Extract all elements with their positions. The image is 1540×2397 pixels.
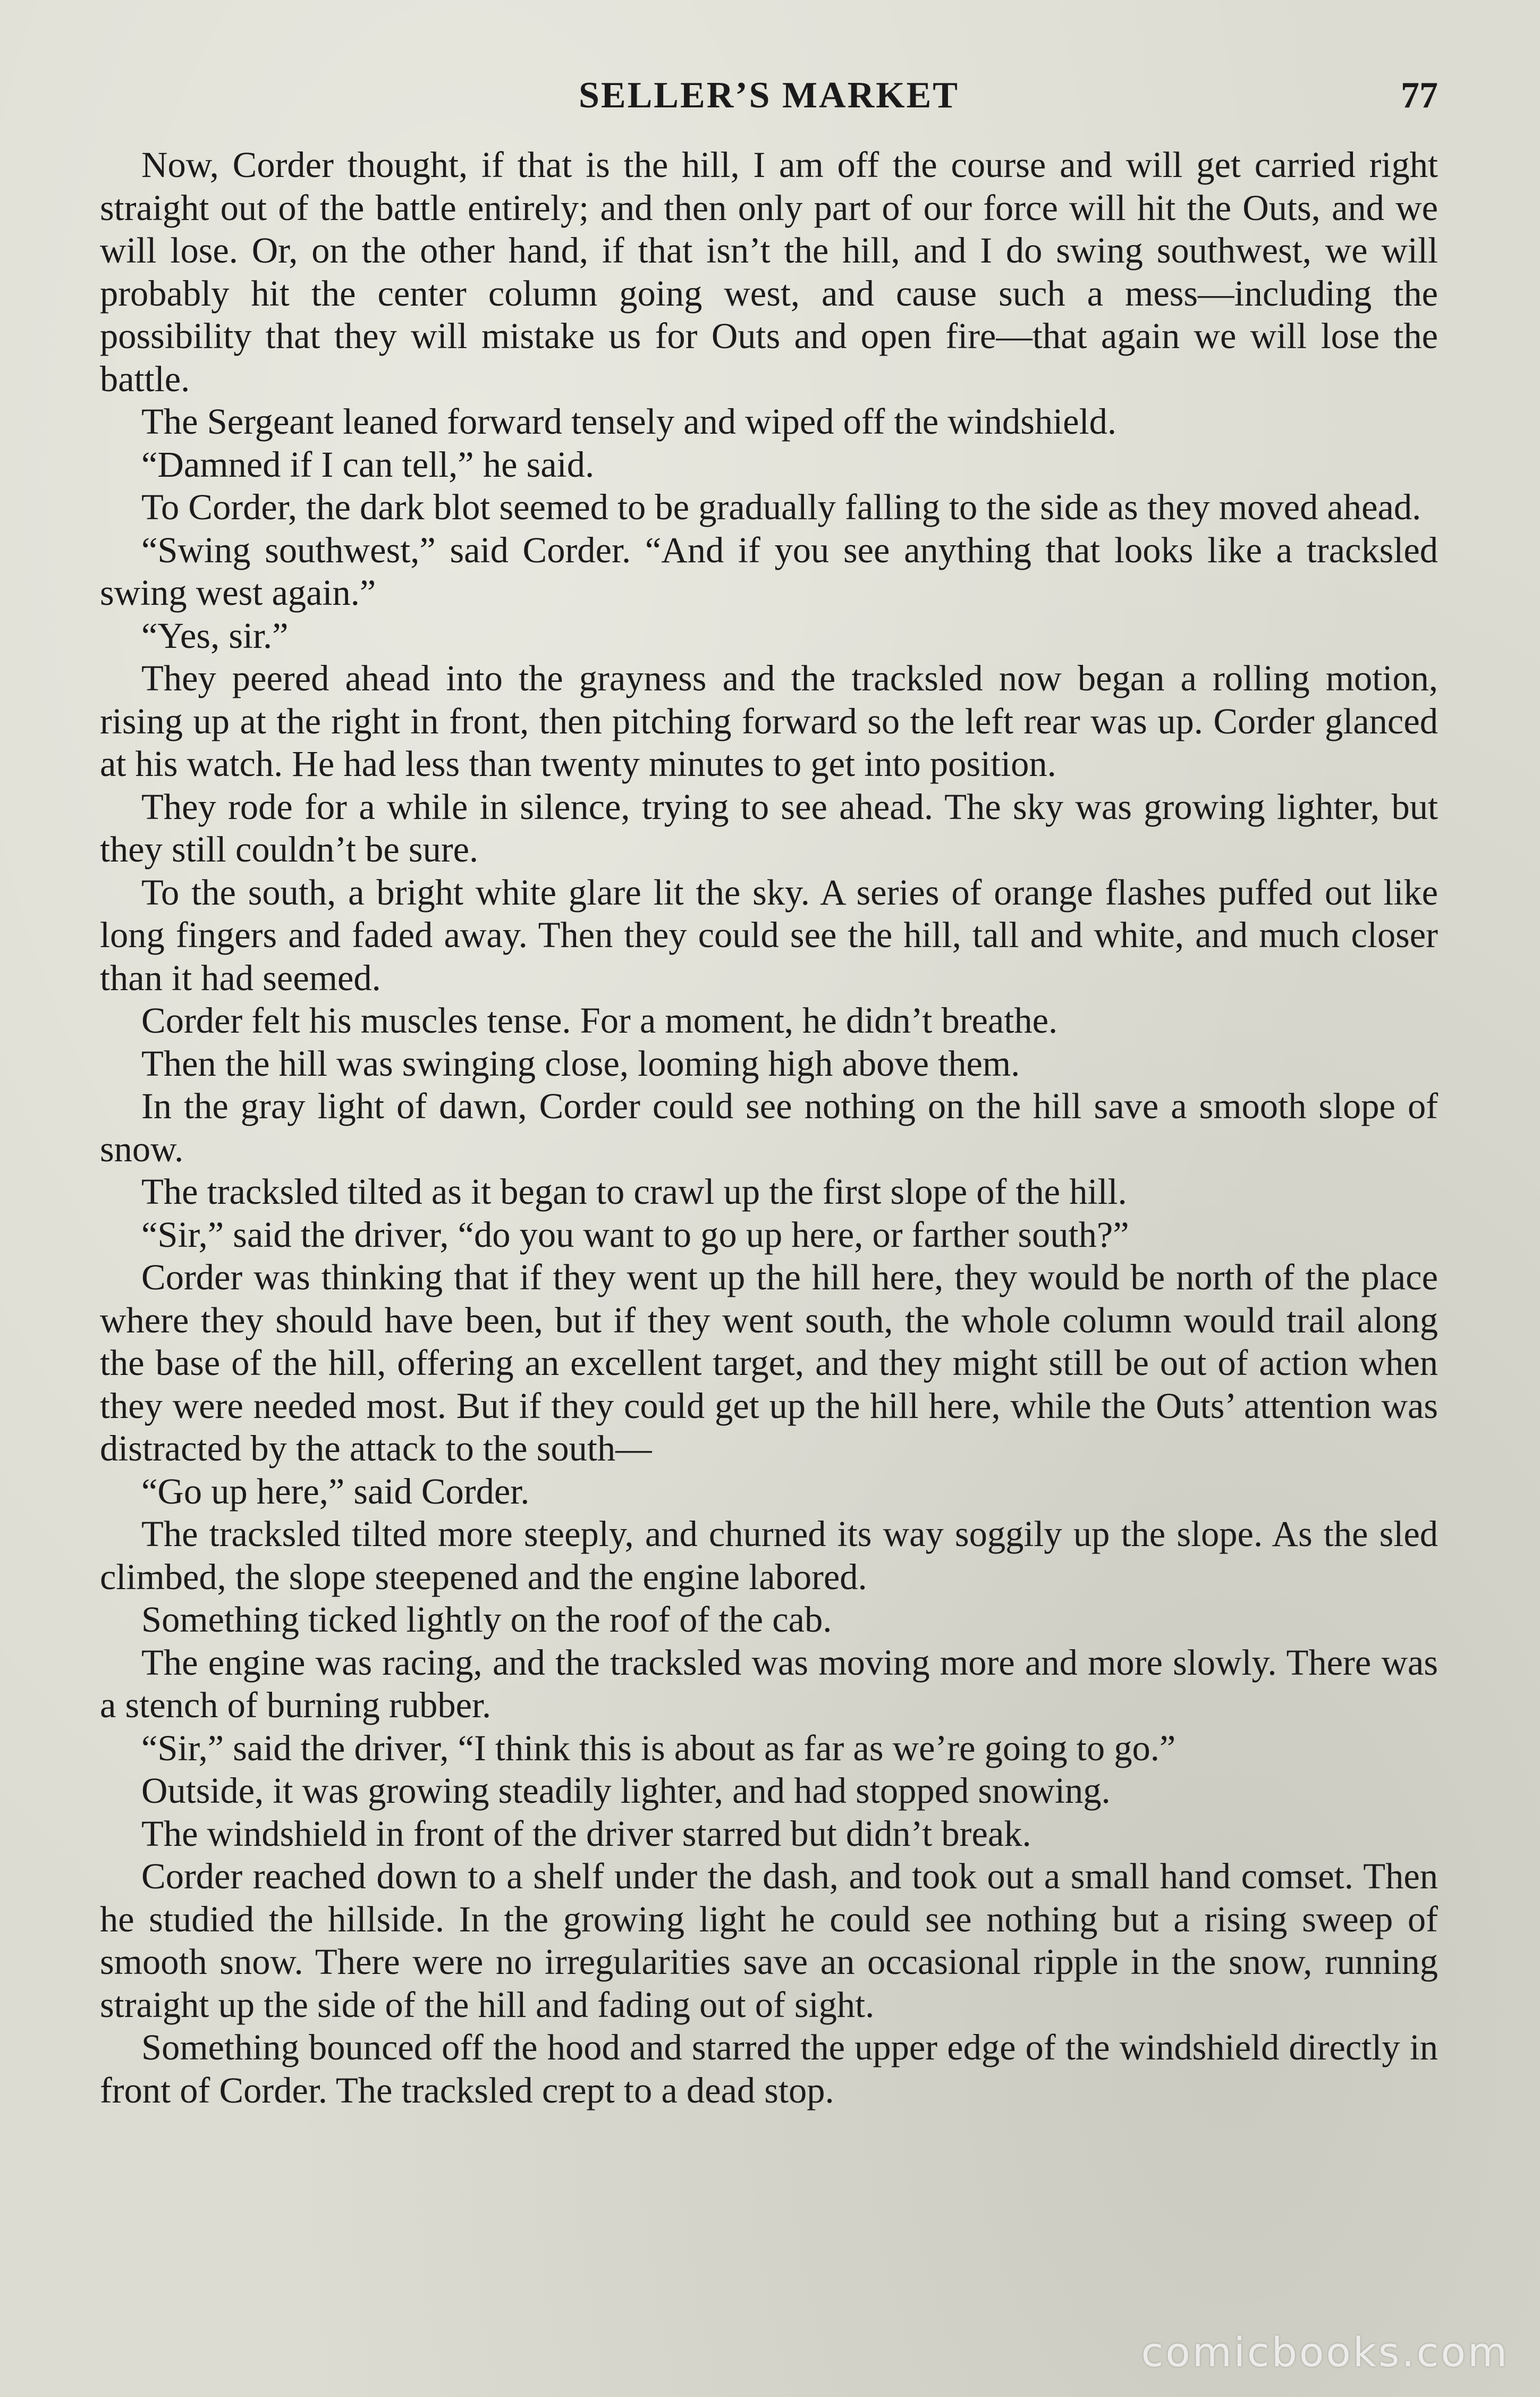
paragraph: “Damned if I can tell,” he said. <box>141 444 595 485</box>
paragraph: The engine was racing, and the tracksled was moving more and more slowly. There was a stench of burning rubber. <box>100 1642 1438 1725</box>
paragraph: “Swing southwest,” said Corder. “And if you see anything that looks like a tracksled swing west again.” <box>100 529 1438 613</box>
paragraph: In the gray light of dawn, Corder could see nothing on the hill save a smooth slope of snow. <box>100 1086 1438 1169</box>
paragraph: Outside, it was growing steadily lighter, and had stopped snowing. <box>141 1770 1111 1811</box>
paragraph: The windshield in front of the driver starred but didn’t break. <box>141 1813 1031 1854</box>
paragraph: “Sir,” said the driver, “do you want to go up here, or farther south?” <box>141 1214 1129 1255</box>
paragraph: Then the hill was swinging close, looming high above them. <box>141 1043 1020 1084</box>
paragraph: Corder felt his muscles tense. For a moment, he didn’t breathe. <box>141 1000 1058 1041</box>
watermark: comicbooks.com <box>1141 2328 1509 2376</box>
paragraph: Something bounced off the hood and starred the upper edge of the windshield directly in front of Corder. The tracksled crept to a dead stop. <box>100 2027 1438 2111</box>
paragraph: Something ticked lightly on the roof of the cab. <box>141 1599 832 1640</box>
paragraph: They rode for a while in silence, trying to see ahead. The sky was growing lighter, but they still couldn’t be sure. <box>100 786 1438 870</box>
paragraph: The Sergeant leaned forward tensely and wiped off the windshield. <box>141 401 1116 442</box>
paragraph: The tracksled tilted more steeply, and churned its way soggily up the slope. As the sled climbed, the slope steepened and the engine labored. <box>100 1514 1438 1597</box>
paragraph: To the south, a bright white glare lit the sky. A series of orange flashes puffed out like long fingers and faded away. Then they could see the hill, tall and white, and much closer than it had seemed. <box>100 872 1438 998</box>
paragraph: The tracksled tilted as it began to crawl up the first slope of the hill. <box>141 1171 1127 1212</box>
body-text <box>100 144 1438 2112</box>
page-number: 77 <box>1401 75 1438 116</box>
paragraph: “Sir,” said the driver, “I think this is about as far as we’re going to go.” <box>141 1727 1176 1768</box>
paragraph: They peered ahead into the grayness and the tracksled now began a rolling motion, rising up at the right in front, then pitching forward so the left rear was up. Corder glanced at his watch. He had less than twenty minutes to get into position. <box>100 658 1438 784</box>
paragraph: “Yes, sir.” <box>141 615 289 656</box>
paragraph: Now, Corder thought, if that is the hill, I am off the course and will get carried right straight out of the battle entirely; and then only part of our force will hit the Outs, and we will lose. Or, on the other hand, if that isn’t the hill, and I do swing southwest, we will probably hit the center column going west, and cause such a mess—including the possibility that they will mistake us for Outs and open fire—that again we will lose the battle. <box>100 145 1438 399</box>
paragraph: “Go up here,” said Corder. <box>141 1471 530 1512</box>
paragraph: Corder was thinking that if they went up the hill here, they would be north of the place where they should have been, but if they went south, the whole column would trail along the base of the hill, offering an excellent target, and they might still be out of action when they were needed most. But if they could get up the hill here, while the Outs’ attention was distracted by the attack to the south— <box>100 1257 1438 1468</box>
paragraph: Corder reached down to a shelf under the dash, and took out a small hand comset. Then he studied the hillside. In the growing light he could see nothing but a rising sweep of smooth snow. There were no irregularities save an occasional ripple in the snow, running straight up the side of the hill and fading out of sight. <box>100 1856 1438 2025</box>
paragraph: To Corder, the dark blot seemed to be gradually falling to the side as they moved ahead. <box>141 487 1421 527</box>
running-head: SELLER’S MARKET <box>579 75 959 116</box>
page-header <box>100 74 1438 133</box>
